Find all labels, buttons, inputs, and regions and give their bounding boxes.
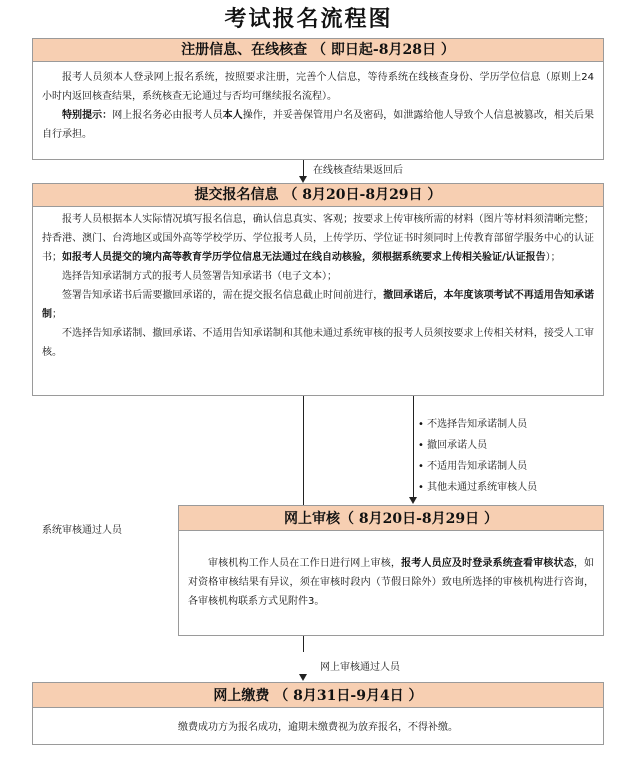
arrow3-head: [299, 674, 307, 681]
step2-header: 提交报名信息 （ 8月20日-8月29日 ）: [32, 183, 604, 207]
step3-text-a: 审核机构工作人员在工作日进行网上审核，: [208, 558, 402, 569]
step2-materials-end: ）；: [545, 252, 561, 263]
step4-paragraph-1: 缴费成功方为报名成功，逾期未缴费视为放弃报名，不得补缴。: [178, 722, 458, 733]
step1-body: [42, 68, 594, 144]
step1-notice-text-b: 操作，并妥善保管用户名及密码，如泄露给他人导致个人信息被篡改，相关后果自行承担。: [42, 110, 595, 140]
step2-paragraph-3: [42, 286, 594, 324]
system-passed-label: 系统审核通过人员: [42, 525, 122, 536]
step2-withdraw-text: 签署告知承诺书后需要撤回承诺的，需在提交报名信息截止时间前进行，: [62, 290, 384, 301]
manual-review-item: • 撤回承诺人员: [418, 440, 488, 451]
arrow1-label: 在线核查结果返回后: [313, 165, 403, 176]
manual-review-item: • 其他未通过系统审核人员: [418, 482, 538, 493]
step2-paragraph-1: [42, 210, 594, 267]
branch-right-line: [413, 396, 414, 498]
page-title: 考试报名流程图: [224, 6, 393, 32]
step2-materials-text: 报考人员根据本人实际情况填写报名信息，确认信息真实、客观；按要求上传审核所需的材料（图片等材料须清晰完整；持香港、澳门、台湾地区或国外高等学校学历、学位报考人员，上传学历、学位证书时须同时上传教育部留学服务中心的认证书；: [42, 214, 594, 263]
manual-review-item: • 不适用告知承诺制人员: [418, 461, 528, 472]
step1-header: 注册信息、在线核查 （ 即日起-8月28日 ）: [32, 38, 604, 62]
step2-body: [42, 210, 594, 362]
step4-body: [42, 718, 594, 737]
step1-notice-text-a: 网上报名务必由报考人员: [112, 110, 223, 121]
step3-body: [188, 554, 594, 611]
step1-notice-label: 特别提示：: [62, 110, 113, 121]
branch-right-head: [409, 497, 417, 504]
manual-review-item: • 不选择告知承诺制人员: [418, 419, 528, 430]
step1-paragraph-2: [42, 106, 594, 144]
step1-notice-emphasis: 本人: [222, 110, 243, 121]
arrow1-head: [299, 176, 307, 183]
step3-text-b: ，如对资格审核结果有异议，须在审核时段内（节假日除外）致电所选择的审核机构进行咨询，各审核机构联系方式见附件3。: [188, 558, 595, 607]
step4-header: 网上缴费 （ 8月31日-9月4日 ）: [32, 682, 604, 708]
step2-verification-emphasis: 如报考人员提交的境内高等教育学历学位信息无法通过在线自动核验，须根据系统要求上传相关验证/认证报告: [62, 252, 546, 263]
manual-review-list: [418, 414, 537, 498]
step2-withdraw-emphasis: 撤回承诺后，本年度该项考试不再适用告知承诺制: [42, 290, 595, 320]
step3-emphasis: 报考人员应及时登录系统查看审核状态: [401, 558, 574, 569]
step1-paragraph-1: 报考人员须本人登录网上报名系统，按照要求注册，完善个人信息，等待系统在线核查身份、学历学位信息（原则上24小时内返回核查结果，系统核查无论通过与否均可继续报名流程）。: [42, 72, 594, 102]
step2-paragraph-4: 不选择告知承诺制、撤回承诺、不适用告知承诺制和其他未通过系统审核的报考人员须按要求上传相关材料，接受人工审核。: [42, 328, 594, 358]
step3-paragraph-1: [188, 554, 594, 611]
arrow1-line: [303, 160, 304, 176]
step2-withdraw-end: ；: [52, 309, 62, 320]
step3-header: 网上审核（ 8月20日-8月29日 ）: [178, 505, 604, 531]
step2-paragraph-2: 选择告知承诺制方式的报考人员签署告知承诺书（电子文本）；: [62, 271, 337, 282]
arrow3-label: 网上审核通过人员: [320, 662, 400, 673]
